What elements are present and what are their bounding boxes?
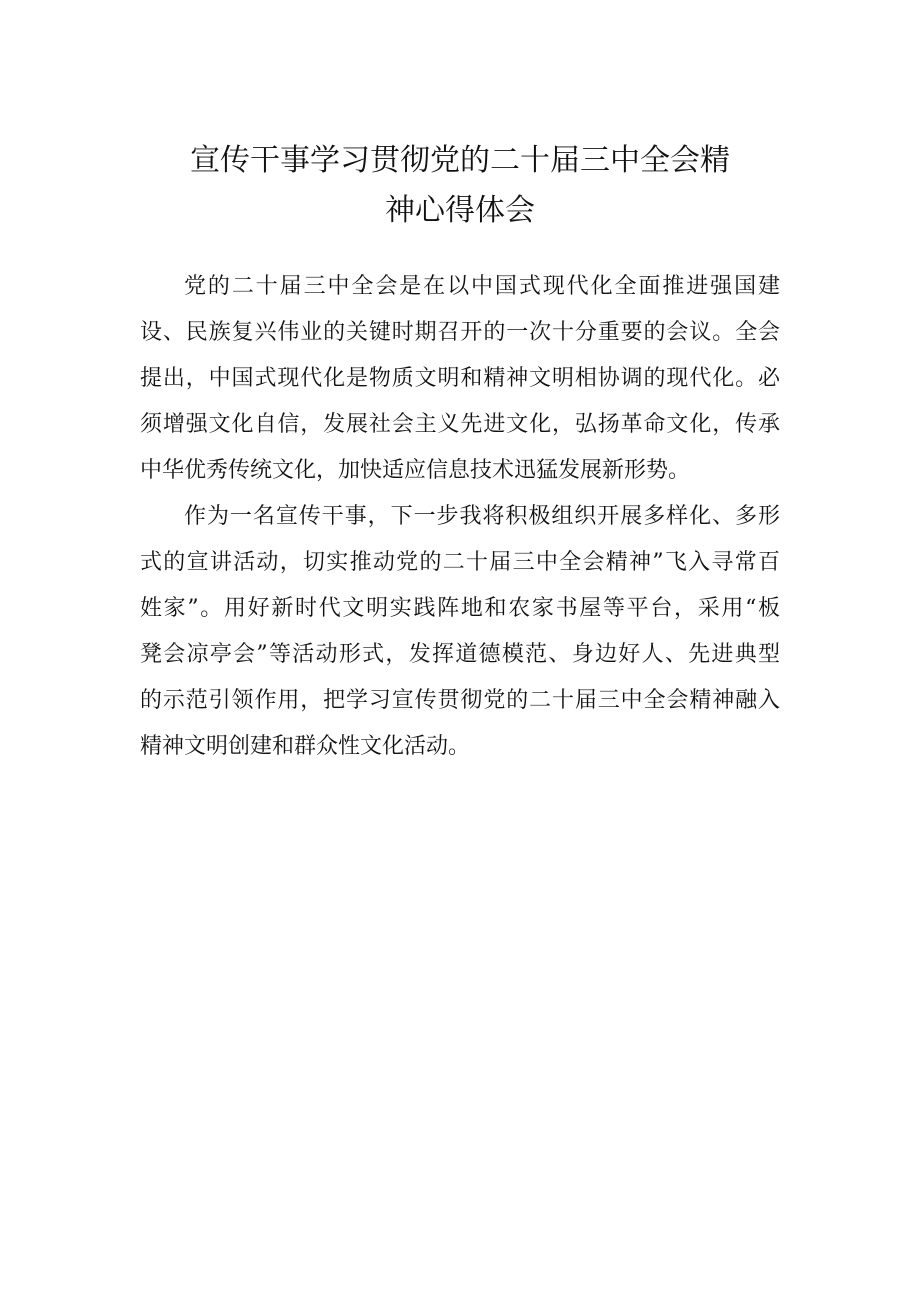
paragraph-line: 党的二十届三中全会是在以中国式现代化全面推进强国建 bbox=[184, 274, 780, 299]
title-line: 神心得体会 bbox=[385, 193, 535, 228]
document-title bbox=[140, 136, 780, 236]
document-body bbox=[140, 264, 780, 770]
title-line: 宣传干事学习贯彻党的二十届三中全会精 bbox=[190, 143, 730, 178]
paragraph-line: 须增强文化自信，发展社会主义先进文化，弘扬革命文化，传承 bbox=[140, 412, 780, 437]
paragraph bbox=[140, 264, 780, 494]
paragraph-line: 姓家”。用好新时代文明实践阵地和农家书屋等平台，采用“板 bbox=[140, 596, 780, 621]
paragraph-line: 凳会凉亭会”等活动形式，发挥道德模范、身边好人、先进典型 bbox=[140, 642, 780, 667]
paragraph-line: 式的宣讲活动，切实推动党的二十届三中全会精神”飞入寻常百 bbox=[140, 550, 780, 575]
paragraph-line: 设、民族复兴伟业的关键时期召开的一次十分重要的会议。全会 bbox=[140, 320, 780, 345]
paragraph-line: 中华优秀传统文化，加快适应信息技术迅猛发展新形势。 bbox=[140, 458, 691, 483]
paragraph-line: 的示范引领作用，把学习宣传贯彻党的二十届三中全会精神融入 bbox=[140, 688, 780, 713]
paragraph-line: 作为一名宣传干事，下一步我将积极组织开展多样化、多形 bbox=[184, 504, 780, 529]
paragraph bbox=[140, 494, 780, 770]
paragraph-line: 精神文明创建和群众性文化活动。 bbox=[140, 734, 471, 759]
paragraph-line: 提出，中国式现代化是物质文明和精神文明相协调的现代化。必 bbox=[140, 366, 780, 391]
